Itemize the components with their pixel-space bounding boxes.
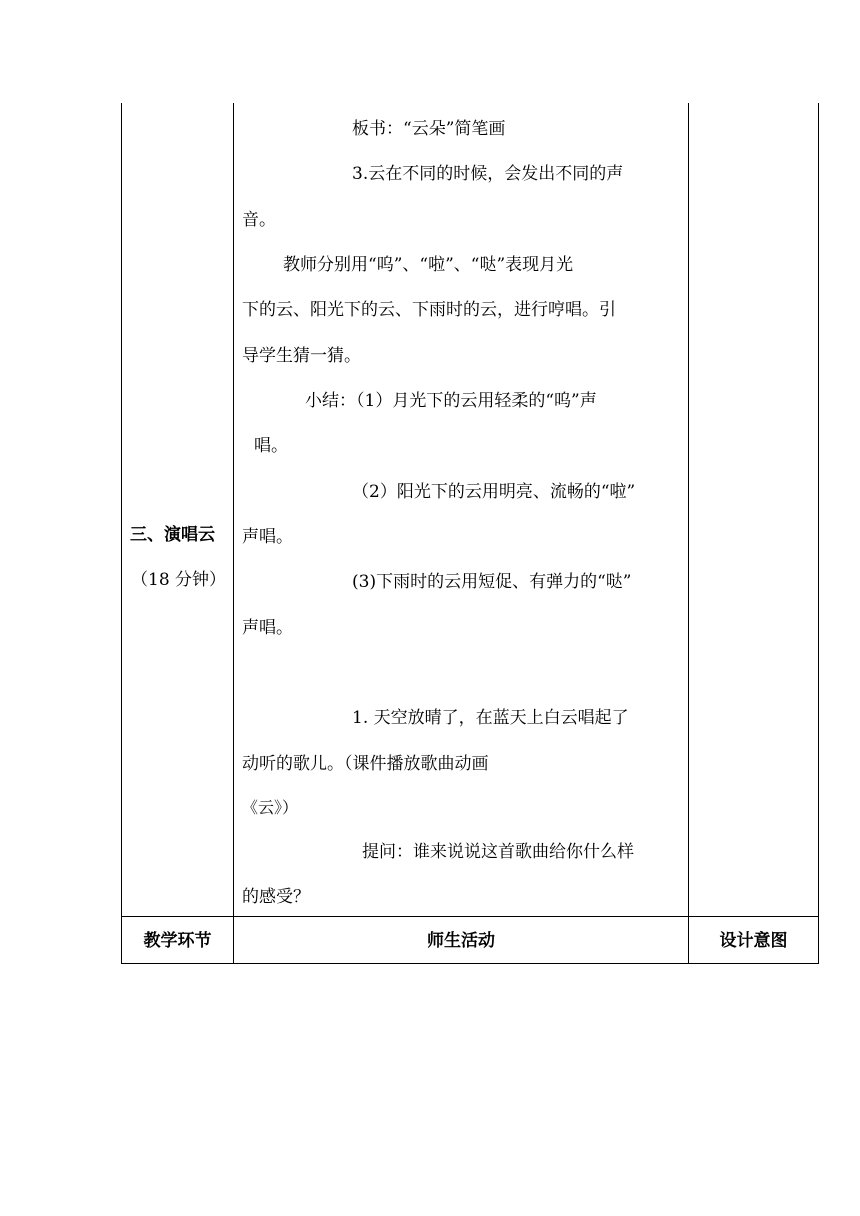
table-border-left [121, 103, 122, 964]
header-row-top-border [121, 916, 819, 917]
activity-line: 1. 天空放晴了，在蓝天上白云唱起了 [352, 708, 629, 728]
table-border-bottom [121, 963, 819, 964]
header-cell-teaching-stage: 教学环节 [143, 931, 212, 951]
activity-line: 3.云在不同的时候，会发出不同的声 [352, 164, 624, 184]
activity-line: 提问：谁来说说这首歌曲给你什么样 [362, 842, 634, 862]
activity-line: 教师分别用“呜”、“啦”、“哒”表现月光 [283, 255, 574, 275]
header-cell-activities: 师生活动 [427, 931, 495, 951]
section-title: 三、演唱云 [130, 525, 215, 545]
table-divider-2 [688, 103, 689, 964]
activity-line: 声唱。 [242, 618, 293, 638]
activity-line: 动听的歌儿。（课件播放歌曲动画 [242, 754, 489, 774]
section-duration: （18 分钟） [131, 570, 227, 590]
header-cell-design-intent: 设计意图 [719, 931, 788, 951]
table-divider-1 [233, 103, 234, 964]
activity-line: 小结：（1）月光下的云用轻柔的“呜”声 [305, 391, 597, 411]
activity-line: 唱。 [254, 436, 288, 456]
activity-line: 《云》） [242, 798, 299, 817]
activity-line: 板书：“云朵”简笔画 [352, 119, 506, 139]
activity-line: 下的云、阳光下的云、下雨时的云，进行哼唱。引 [242, 300, 616, 320]
table-border-right [818, 103, 819, 964]
activity-line: 音。 [242, 210, 276, 230]
activity-line: （2）阳光下的云用明亮、流畅的“啦” [352, 482, 636, 502]
activity-line: 的感受？ [242, 887, 310, 907]
activity-line: 导学生猜一猜。 [242, 346, 361, 366]
activity-line: (3)下雨时的云用短促、有弹力的“哒” [352, 572, 632, 592]
activity-line: 声唱。 [242, 527, 293, 547]
